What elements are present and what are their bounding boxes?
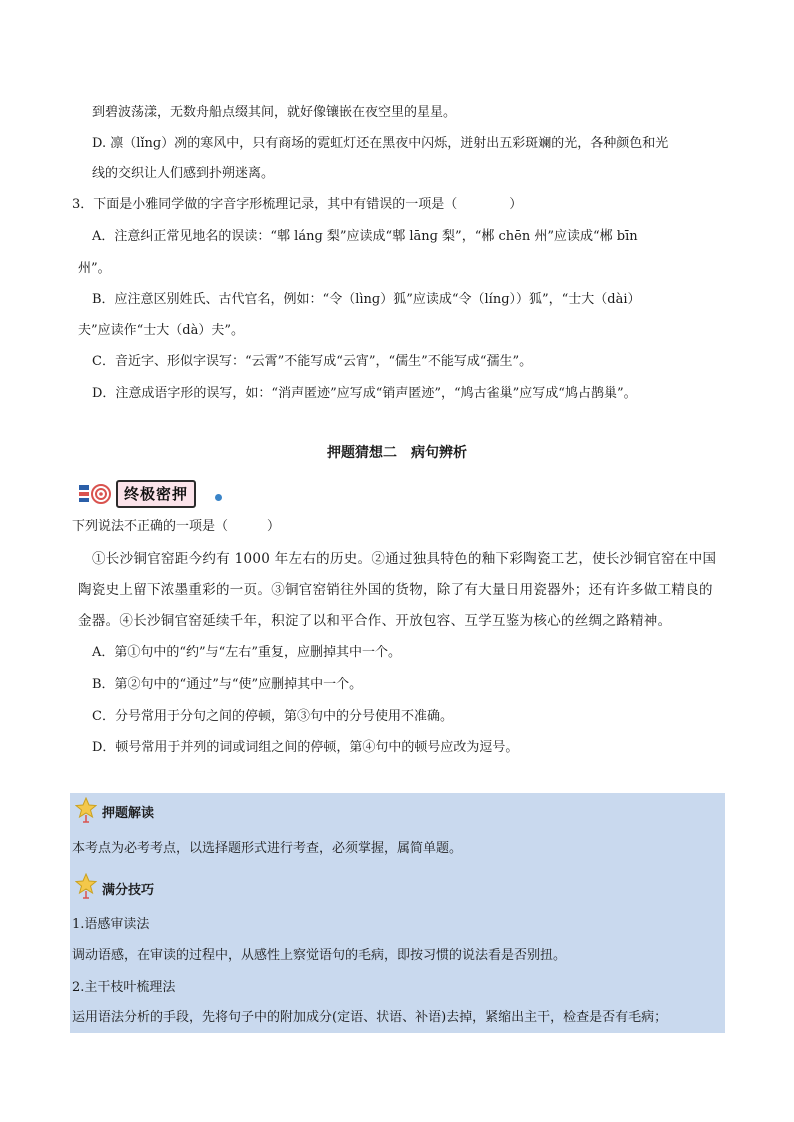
q3-option-b-line2: 夫”应读作“士大（dà）夫”。	[78, 323, 245, 338]
tip-1-text: 调动语感，在审读的过程中，从感性上察觉语句的毛病，即按习惯的说法看是否别扭。	[72, 948, 567, 963]
box-heading-tips: 满分技巧	[102, 883, 155, 898]
q3-option-a-line2: 州”。	[78, 261, 111, 276]
main-option-b: B．第②句中的“通过”与“使”应删掉其中一个。	[92, 677, 363, 692]
main-question-stem: 下列说法不正确的一项是（ ）	[72, 519, 281, 534]
target-icon	[78, 482, 114, 504]
q2-option-d-line2: 线的交织让人们感到扑朔迷离。	[92, 166, 275, 181]
box-interpretation-text: 本考点为必考考点，以选择题形式进行考查，必须掌握，属简单题。	[72, 841, 463, 856]
main-option-c: C．分号常用于分句之间的停顿，第③句中的分号使用不准确。	[92, 709, 453, 724]
q3-option-a-line1: A．注意纠正常见地名的误读：“郫 lánɡ 梨”应读成“郫 lānɡ 梨”，“郴 chēn 州”应读成“郴 bīn	[92, 229, 638, 244]
passage-line-1: ①长沙铜官窑距今约有 1000 年左右的历史。②通过独具特色的釉下彩陶瓷工艺，使长沙铜官窑在中国	[92, 551, 717, 567]
q2-continued-line: 到碧波荡漾，无数舟船点缀其间，就好像镶嵌在夜空里的星星。	[92, 105, 457, 120]
main-option-a: A．第①句中的“约”与“左右”重复，应删掉其中一个。	[92, 645, 401, 660]
q3-option-c: C．音近字、形似字误写：“云霄”不能写成“云宵”，“儒生”不能写成“孺生”。	[92, 354, 533, 369]
banner-label: 终极密押	[116, 480, 196, 508]
star-icon	[75, 797, 97, 823]
banner-dot	[215, 494, 222, 501]
q3-option-b-line1: B．应注意区别姓氏、古代官名，例如：“令（lìnɡ）狐”应读成“令（línɡ））狐”，“士大（dài）	[92, 292, 641, 307]
passage-line-2: 陶瓷史上留下浓墨重彩的一页。③铜官窑销往外国的货物，除了有大量日用瓷器外；还有许多做工精良的	[78, 582, 713, 598]
tip-2-text: 运用语法分析的手段，先将句子中的附加成分(定语、状语、补语)去掉，紧缩出主干，检查是否有毛病；	[72, 1010, 668, 1025]
tip-2-title: 2.主干枝叶梳理法	[72, 980, 176, 995]
section-heading: 押题猜想二 病句辨析	[327, 445, 467, 461]
q3-stem: 3．下面是小雅同学做的字音字形梳理记录，其中有错误的一项是（ ）	[72, 197, 523, 212]
main-option-d: D．顿号常用于并列的词或词组之间的停顿，第④句中的顿号应改为逗号。	[92, 740, 519, 755]
star-icon	[75, 873, 97, 899]
passage-line-3: 金器。④长沙铜官窑延续千年，积淀了以和平合作、开放包容、互学互鉴为核心的丝绸之路精神。	[78, 613, 672, 629]
analysis-box	[70, 793, 725, 1033]
tip-1-title: 1.语感审读法	[72, 917, 150, 932]
final-prediction-banner	[78, 480, 228, 506]
q3-option-d: D．注意成语字形的误写，如：“消声匿迹”应写成“销声匿迹”，“鸠古雀巢”应写成“鸠占鹊巢”。	[92, 386, 637, 401]
box-heading-interpretation: 押题解读	[102, 806, 155, 821]
q2-option-d-line1: D. 凛（lǐnɡ）冽的寒风中，只有商场的霓虹灯还在黑夜中闪烁，迸射出五彩斑斓的光，各种颜色和光	[92, 136, 669, 151]
